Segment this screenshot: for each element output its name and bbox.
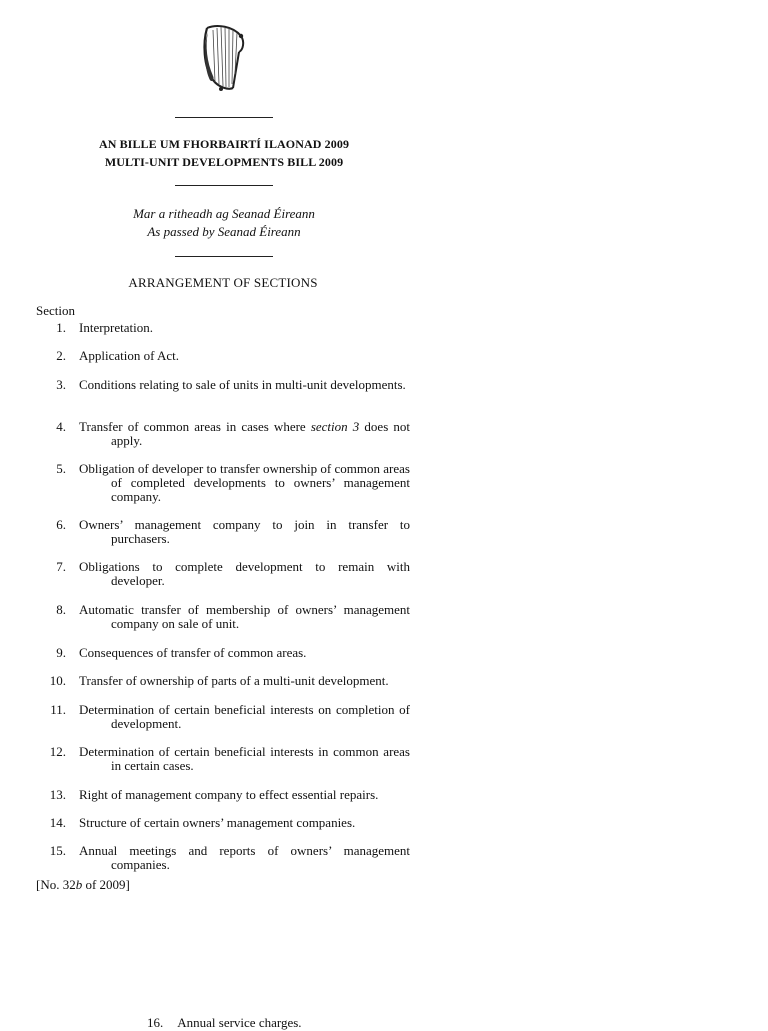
- section-number: 5.: [56, 461, 66, 476]
- section-item: [36, 788, 410, 802]
- section-item: [36, 321, 410, 335]
- section-item: [36, 674, 410, 688]
- section-item: [36, 349, 410, 363]
- section-title: Owners’ management company to join in transfer to purchasers.: [79, 517, 410, 546]
- section-title: Transfer of ownership of parts of a multi-unit development.: [79, 673, 389, 688]
- section-number: 14.: [49, 815, 66, 830]
- bill-title-english: MULTI-UNIT DEVELOPMENTS BILL 2009: [104, 155, 344, 169]
- section-item: [36, 518, 410, 546]
- section-number: 8.: [56, 602, 66, 617]
- section-item: [36, 378, 410, 392]
- section-item: [36, 844, 410, 872]
- section-title: Transfer of common areas in cases where section 3 does not apply.: [79, 419, 411, 448]
- next-page-item-text: Annual service charges.: [177, 1015, 302, 1030]
- section-title: Interpretation.: [79, 320, 153, 335]
- section-number: 3.: [56, 377, 66, 392]
- bill-number: [No. 32b of 2009]: [36, 877, 130, 892]
- section-title: Determination of certain beneficial interests in common areas in certain cases.: [79, 744, 410, 773]
- section-title: Determination of certain beneficial interests on completion of development.: [79, 702, 410, 731]
- divider-rule: [175, 185, 273, 186]
- section-item: [36, 745, 410, 773]
- harp-icon: [199, 22, 247, 94]
- section-item: [36, 462, 410, 504]
- section-number: 10.: [49, 673, 66, 688]
- section-title: Right of management company to effect essential repairs.: [79, 787, 379, 802]
- status-irish: Mar a ritheadh ag Seanad Éireann: [133, 206, 315, 221]
- divider-rule: [175, 117, 273, 118]
- section-item: [36, 420, 410, 448]
- section-title: Automatic transfer of membership of owners’ management company on sale of unit.: [79, 602, 410, 631]
- section-number: 13.: [49, 787, 66, 802]
- section-column-label: Section: [36, 303, 75, 318]
- divider-rule: [175, 256, 273, 257]
- section-number: 7.: [56, 559, 66, 574]
- next-page-item: [147, 1015, 302, 1031]
- section-number: 2.: [56, 348, 66, 363]
- section-title: Obligations to complete development to remain with developer.: [79, 559, 410, 588]
- section-title: Consequences of transfer of common areas.: [79, 645, 307, 660]
- section-number: 6.: [56, 517, 66, 532]
- section-number: 1.: [56, 320, 66, 335]
- section-number: 4.: [56, 419, 66, 434]
- section-title: Conditions relating to sale of units in multi-unit developments.: [79, 377, 406, 392]
- bill-title-irish: AN BILLE UM FHORBAIRTÍ ILAONAD 2009: [98, 137, 350, 151]
- section-title: Structure of certain owners’ management companies.: [79, 815, 356, 830]
- section-number: 11.: [50, 702, 66, 717]
- section-number: 9.: [56, 645, 66, 660]
- section-title: Annual meetings and reports of owners’ management companies.: [79, 843, 410, 872]
- next-page-item-number: 16.: [147, 1015, 164, 1030]
- section-number: 15.: [49, 843, 66, 858]
- arrangement-heading: ARRANGEMENT OF SECTIONS: [128, 275, 318, 290]
- section-item: [36, 603, 410, 631]
- section-number: 12.: [49, 744, 66, 759]
- section-title: Obligation of developer to transfer ownership of common areas of completed developments to owners’ management company.: [79, 461, 410, 504]
- section-title: Application of Act.: [79, 348, 180, 363]
- section-item: [36, 703, 410, 731]
- section-item: [36, 816, 410, 830]
- section-item: [36, 560, 410, 588]
- status-english: As passed by Seanad Éireann: [147, 224, 301, 239]
- section-item: [36, 646, 410, 660]
